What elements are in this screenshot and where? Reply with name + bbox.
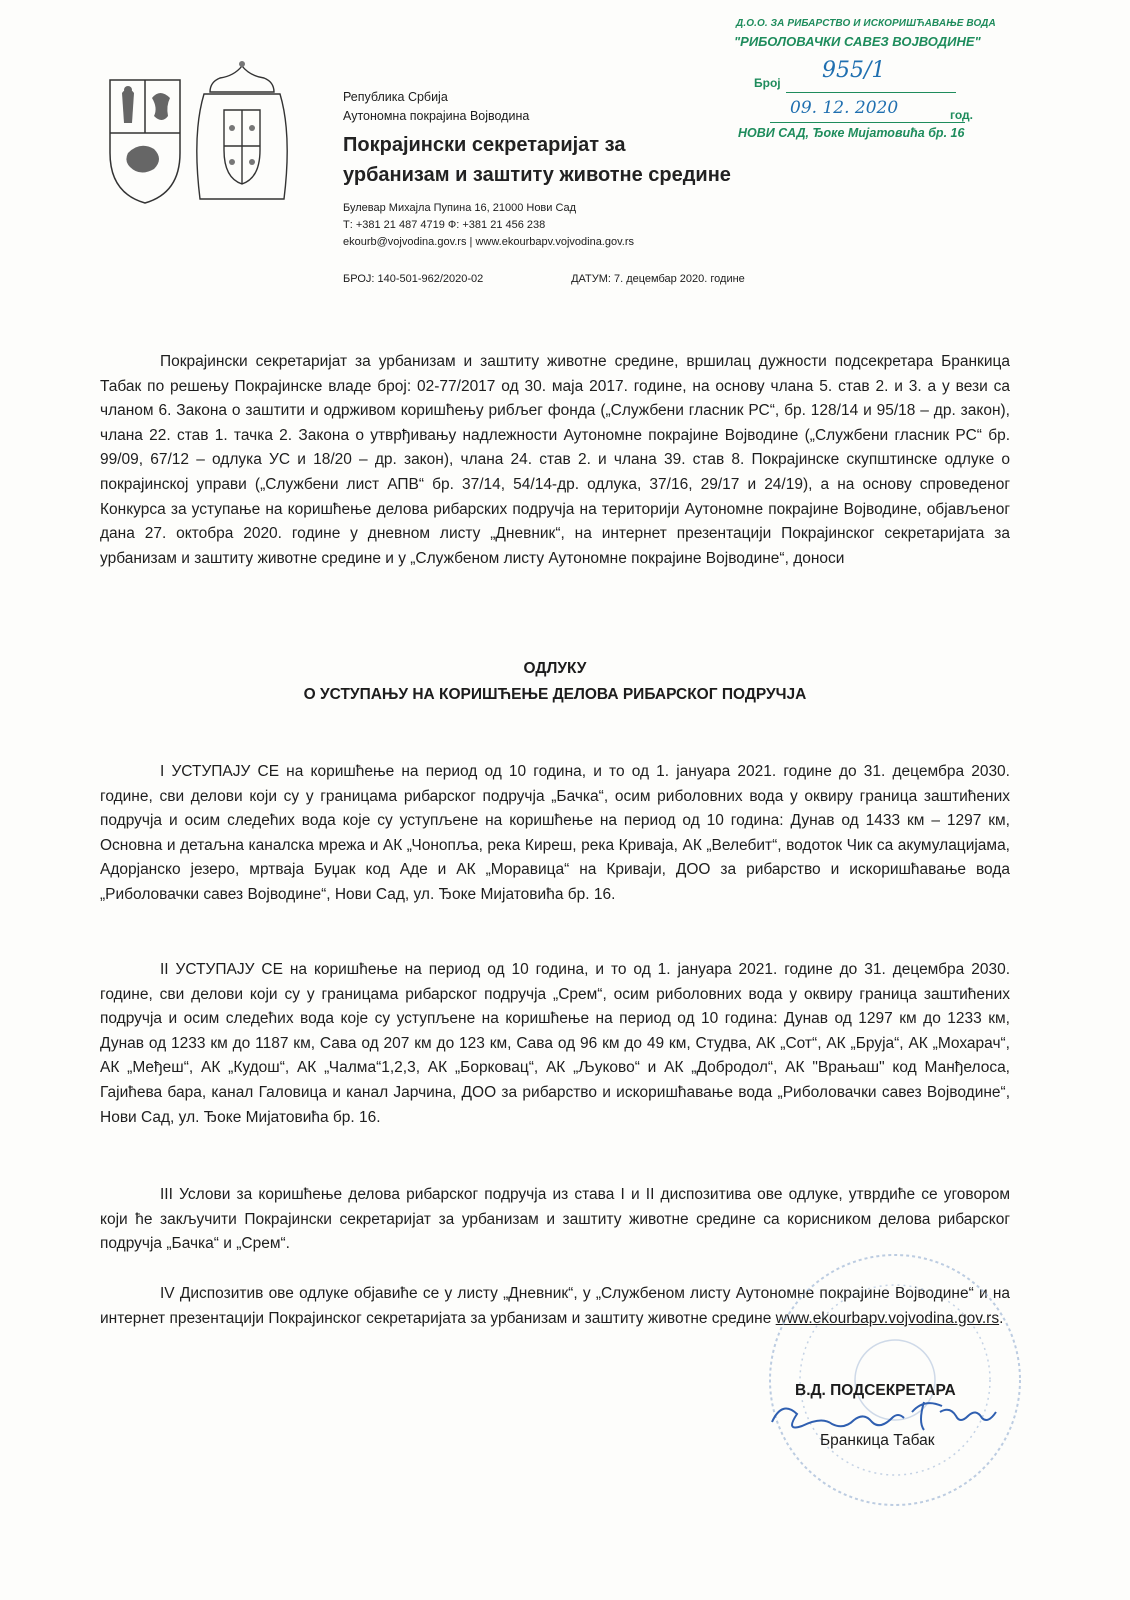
item-3-paragraph: III Услови за коришћење делова рибарског подручја из става I и II диспозитива ове одлуке, утврдиће се уговором који ће закључити Покрајински секретаријат за урбанизам и заштиту животне средине са корисником делова рибарског подручја „Бачка“ и „Срем“. xyxy=(100,1186,1010,1253)
ministry-website-link[interactable]: www.ekourbapv.vojvodina.gov.rs xyxy=(775,1309,1000,1327)
coat-of-arms-icon xyxy=(100,58,300,208)
stamp-broj-label: Број xyxy=(754,76,781,90)
stamp-god-label: год. xyxy=(950,108,973,122)
stamp-line2: "РИБОЛОВАЧКИ САВЕЗ ВОЈВОДИНЕ" xyxy=(734,34,981,49)
decision-subtitle: О УСТУПАЊУ НА КОРИШЋЕЊЕ ДЕЛОВА РИБАРСКОГ ПОДРУЧЈА xyxy=(303,686,807,703)
reference-line xyxy=(343,273,745,285)
reference-number: БРОЈ: 140-501-962/2020-02 xyxy=(343,273,484,285)
intro-paragraph: Покрајински секретаријат за урбанизам и заштиту животне средине, вршилац дужности подсекретара Бранкица Табак по решењу Покрајинске владе број: 02-77/2017 од 30. маја 2017. године, на основу члана 5. став 2. и 3. а у вези са чланом 6. Закона о заштити и одрживом коришћењу рибљег фонда („Службени гласник РС“, бр. 128/14 и 95/18 – др. закон), члана 22. став 1. тачка 2. Закона о утврђивању надлежности Аутономне покрајине Војводине („Службени гласник РС“ бр. 99/09, 67/12 – одлука УС и 18/20 – др. закон), члана 24. став 2. и члана 39. став 8. Покрајинске скупштинске одлуке о покрајинској управи („Службени лист АПВ“ бр. 37/14, 54/14-др. одлука, 37/16, 29/17 и 24/19), а на основу спроведеног Конкурса за уступање на коришћење делова рибарских подручја на територији Аутономне покрајине Војводине, објављеног дана 27. октобра 2020. године у дневном листу „Дневник“, на интернет презентацији Покрајинског секретаријата за урбанизам и заштиту животне средине и у „Службеном листу Аутономне покрајине Војводине“, доноси xyxy=(100,353,1010,567)
header-province: Аутономна покрајина Војводина xyxy=(343,109,530,123)
reference-date: ДАТУМ: 7. децембар 2020. године xyxy=(571,273,745,285)
header-phones: Т: +381 21 487 4719 Ф: +381 21 456 238 xyxy=(343,219,546,231)
item-4-text: IV Диспозитив ове одлуке објавиће се у листу „Дневник“, у „Службеном листу Аутономне покрајине Војводине“ и на интернет презентацији Покрајинског секретаријата за урбанизам и заштиту животне средине xyxy=(100,1285,1010,1327)
stamp-line1: Д.О.О. ЗА РИБАРСТВО И ИСКОРИШЋАВАЊЕ ВОДА xyxy=(736,18,996,29)
item-2-paragraph: II УСТУПАЈУ СЕ на коришћење на период од 10 година, и то од 1. јануара 2021. године до 31. децембра 2030. године, сви делови који су у границама рибарског подручја „Срем“, осим риболовних вода у оквиру граница заштићених подручја и осим следећих вода које су уступљене на коришћење на период од 10 година: Дунав од 1297 км до 1233 км, Дунав од 1233 км до 1187 км, Сава од 207 км до 123 км, Сава од 96 км до 49 км, Студва, АК „Сот“, АК „Бруја“, АК „Мохарач“, АК „Међеш“, АК „Кудош“, АК „Чалма“1,2,3, АК „Борковац“, АК „Љуково“ и АК „Добродол“, АК "Врањаш" код Манђелоса, Гајићева бара, канал Галовица и канал Јарчина, ДОО за рибарство и искоришћавање вода „Риболовачки савез Војводине“, Нови Сад, ул. Ђоке Мијатовића бр. 16. xyxy=(100,961,1010,1126)
stamp-address: НОВИ САД, Ђоке Мијатовића бр. 16 xyxy=(738,126,965,140)
header-office-line1: Покрајински секретаријат за xyxy=(343,134,626,156)
header-web: ekourb@vojvodina.gov.rs | www.ekourbapv.vojvodina.gov.rs xyxy=(343,236,635,248)
registration-stamp xyxy=(730,18,1000,148)
item-1-paragraph: I УСТУПАЈУ СЕ на коришћење на период од 10 година, и то од 1. јануара 2021. године до 31. децембра 2030. године, сви делови који су у границама рибарског подручја „Бачка“, осим риболовних вода у оквиру граница заштићених подручја и осим следећих вода које су уступљене на коришћење на период од 10 година: Дунав од 1433 км – 1297 км, Основна и детаљна каналска мрежа и АК „Чонопља, река Киреш, река Криваја, АК „Велебит“, водоток Чик са акумулацијама, Адорјанско језеро, мртваја Буџак код Аде и АК „Моравица“ на Кривaји, ДОО за рибарство и искоришћавање вода „Риболовачки савез Војводине“, Нови Сад, ул. Ђоке Мијатовића бр. 16. xyxy=(100,763,1010,903)
signature-name: Бранкица Табак xyxy=(820,1432,935,1449)
header-country: Република Србија xyxy=(343,90,448,104)
stamp-date-value: 09. 12. 2020 xyxy=(790,98,899,118)
stamp-broj-value: 955/1 xyxy=(822,58,886,83)
item-4-end: . xyxy=(999,1309,1004,1327)
signature-title: В.Д. ПОДСЕКРЕТАРА xyxy=(795,1382,956,1399)
round-seal-icon xyxy=(720,1230,1030,1510)
decision-title: ОДЛУКУ xyxy=(523,660,587,677)
header-office-line2: урбанизам и заштиту животне средине xyxy=(343,164,731,186)
header-address: Булевар Михајла Пупина 16, 21000 Нови Сад xyxy=(343,202,577,214)
